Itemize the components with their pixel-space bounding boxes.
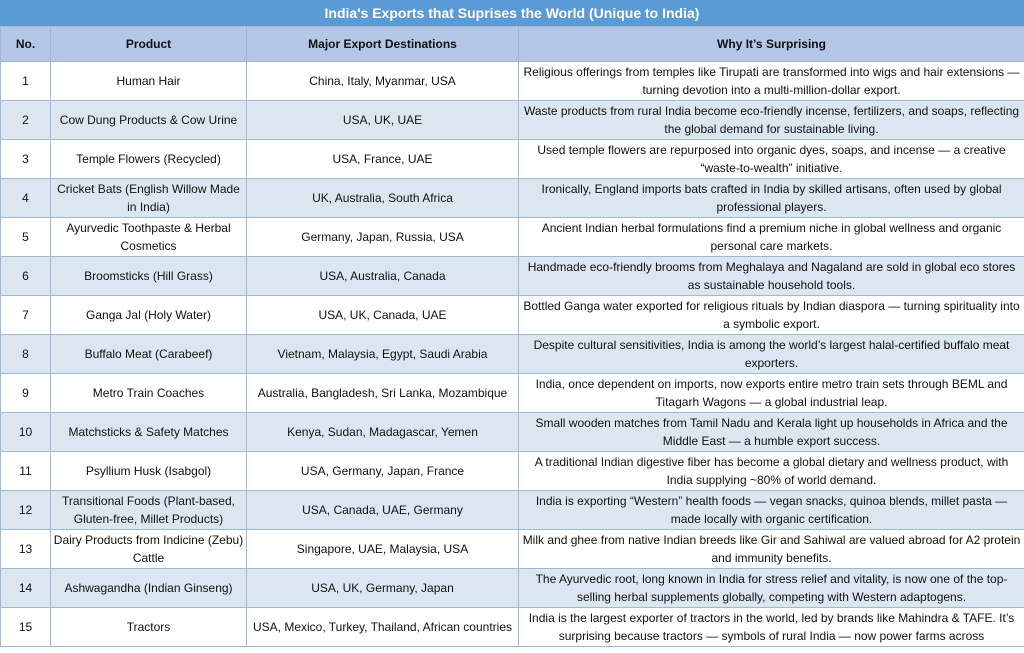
column-header-no[interactable]: No.: [1, 27, 51, 62]
header-row: [1, 27, 1024, 62]
cell-product[interactable]: Broomsticks (Hill Grass): [51, 257, 247, 296]
cell-why[interactable]: Ironically, England imports bats crafted in India by skilled artisans, often used by global professional players.: [519, 179, 1024, 218]
table-row: [1, 257, 1024, 296]
cell-product[interactable]: Transitional Foods (Plant-based, Gluten-free, Millet Products): [51, 491, 247, 530]
cell-why[interactable]: Used temple flowers are repurposed into organic dyes, soaps, and incense — a creative “waste-to-wealth” initiative.: [519, 140, 1024, 179]
cell-no[interactable]: 13: [1, 530, 51, 569]
cell-why[interactable]: India, once dependent on imports, now exports entire metro train sets through BEML and Titagarh Wagons — a global industrial leap.: [519, 374, 1024, 413]
cell-product[interactable]: Temple Flowers (Recycled): [51, 140, 247, 179]
exports-table: [0, 26, 1024, 647]
cell-product[interactable]: Cricket Bats (English Willow Made in India): [51, 179, 247, 218]
cell-no[interactable]: 10: [1, 413, 51, 452]
cell-destinations[interactable]: USA, Germany, Japan, France: [247, 452, 519, 491]
cell-product[interactable]: Ashwagandha (Indian Ginseng): [51, 569, 247, 608]
cell-no[interactable]: 15: [1, 608, 51, 647]
cell-no[interactable]: 7: [1, 296, 51, 335]
cell-no[interactable]: 3: [1, 140, 51, 179]
column-header-destinations[interactable]: Major Export Destinations: [247, 27, 519, 62]
cell-why[interactable]: Waste products from rural India become eco-friendly incense, fertilizers, and soaps, reflecting the global demand for sustainable living.: [519, 101, 1024, 140]
cell-no[interactable]: 2: [1, 101, 51, 140]
cell-why[interactable]: Milk and ghee from native Indian breeds like Gir and Sahiwal are valued abroad for A2 protein and immunity benefits.: [519, 530, 1024, 569]
cell-destinations[interactable]: USA, Mexico, Turkey, Thailand, African countries: [247, 608, 519, 647]
column-header-why[interactable]: Why It’s Surprising: [519, 27, 1024, 62]
cell-no[interactable]: 9: [1, 374, 51, 413]
cell-why[interactable]: Bottled Ganga water exported for religious rituals by Indian diaspora — turning spirituality into a symbolic export.: [519, 296, 1024, 335]
cell-destinations[interactable]: UK, Australia, South Africa: [247, 179, 519, 218]
cell-why[interactable]: The Ayurvedic root, long known in India for stress relief and vitality, is now one of the top-selling herbal supplements globally, competing with Western adaptogens.: [519, 569, 1024, 608]
cell-no[interactable]: 14: [1, 569, 51, 608]
table-row: [1, 218, 1024, 257]
cell-product[interactable]: Ayurvedic Toothpaste & Herbal Cosmetics: [51, 218, 247, 257]
table-row: [1, 452, 1024, 491]
cell-destinations[interactable]: USA, France, UAE: [247, 140, 519, 179]
table-row: [1, 569, 1024, 608]
cell-product[interactable]: Metro Train Coaches: [51, 374, 247, 413]
column-header-product[interactable]: Product: [51, 27, 247, 62]
cell-why[interactable]: Handmade eco-friendly brooms from Meghalaya and Nagaland are sold in global eco stores as sustainable household tools.: [519, 257, 1024, 296]
cell-why[interactable]: Religious offerings from temples like Tirupati are transformed into wigs and hair extensions — turning devotion into a multi-million-dollar export.: [519, 62, 1024, 101]
cell-no[interactable]: 1: [1, 62, 51, 101]
cell-why[interactable]: A traditional Indian digestive fiber has become a global dietary and wellness product, with India supplying ~80% of world demand.: [519, 452, 1024, 491]
cell-no[interactable]: 11: [1, 452, 51, 491]
cell-destinations[interactable]: USA, UK, UAE: [247, 101, 519, 140]
cell-destinations[interactable]: Australia, Bangladesh, Sri Lanka, Mozambique: [247, 374, 519, 413]
cell-destinations[interactable]: USA, Australia, Canada: [247, 257, 519, 296]
cell-destinations[interactable]: USA, UK, Canada, UAE: [247, 296, 519, 335]
cell-product[interactable]: Matchsticks & Safety Matches: [51, 413, 247, 452]
table-row: [1, 491, 1024, 530]
table-row: [1, 296, 1024, 335]
cell-product[interactable]: Dairy Products from Indicine (Zebu) Cattle: [51, 530, 247, 569]
cell-destinations[interactable]: USA, Canada, UAE, Germany: [247, 491, 519, 530]
cell-why[interactable]: Despite cultural sensitivities, India is among the world’s largest halal-certified buffalo meat exporters.: [519, 335, 1024, 374]
table-title: India's Exports that Suprises the World (Unique to India): [0, 0, 1024, 26]
cell-destinations[interactable]: Germany, Japan, Russia, USA: [247, 218, 519, 257]
cell-destinations[interactable]: Kenya, Sudan, Madagascar, Yemen: [247, 413, 519, 452]
table-row: [1, 413, 1024, 452]
table-row: [1, 374, 1024, 413]
cell-no[interactable]: 4: [1, 179, 51, 218]
cell-product[interactable]: Psyllium Husk (Isabgol): [51, 452, 247, 491]
table-row: [1, 62, 1024, 101]
cell-destinations[interactable]: Singapore, UAE, Malaysia, USA: [247, 530, 519, 569]
table-row: [1, 101, 1024, 140]
table-row: [1, 179, 1024, 218]
cell-no[interactable]: 6: [1, 257, 51, 296]
cell-no[interactable]: 8: [1, 335, 51, 374]
table-row: [1, 140, 1024, 179]
cell-destinations[interactable]: USA, UK, Germany, Japan: [247, 569, 519, 608]
cell-product[interactable]: Tractors: [51, 608, 247, 647]
cell-product[interactable]: Ganga Jal (Holy Water): [51, 296, 247, 335]
cell-product[interactable]: Cow Dung Products & Cow Urine: [51, 101, 247, 140]
cell-why[interactable]: Ancient Indian herbal formulations find a premium niche in global wellness and organic personal care markets.: [519, 218, 1024, 257]
cell-why[interactable]: India is exporting “Western” health foods — vegan snacks, quinoa blends, millet pasta — made locally with organic certification.: [519, 491, 1024, 530]
cell-no[interactable]: 12: [1, 491, 51, 530]
table-row: [1, 335, 1024, 374]
cell-destinations[interactable]: Vietnam, Malaysia, Egypt, Saudi Arabia: [247, 335, 519, 374]
cell-product[interactable]: Buffalo Meat (Carabeef): [51, 335, 247, 374]
cell-destinations[interactable]: China, Italy, Myanmar, USA: [247, 62, 519, 101]
cell-product[interactable]: Human Hair: [51, 62, 247, 101]
cell-why[interactable]: Small wooden matches from Tamil Nadu and Kerala light up households in Africa and the Middle East — a humble export success.: [519, 413, 1024, 452]
table-row: [1, 608, 1024, 647]
table-row: [1, 530, 1024, 569]
cell-no[interactable]: 5: [1, 218, 51, 257]
cell-why[interactable]: India is the largest exporter of tractors in the world, led by brands like Mahindra & TAFE. It’s surprising because tractors — symbols of rural India — now power farms across: [519, 608, 1024, 647]
